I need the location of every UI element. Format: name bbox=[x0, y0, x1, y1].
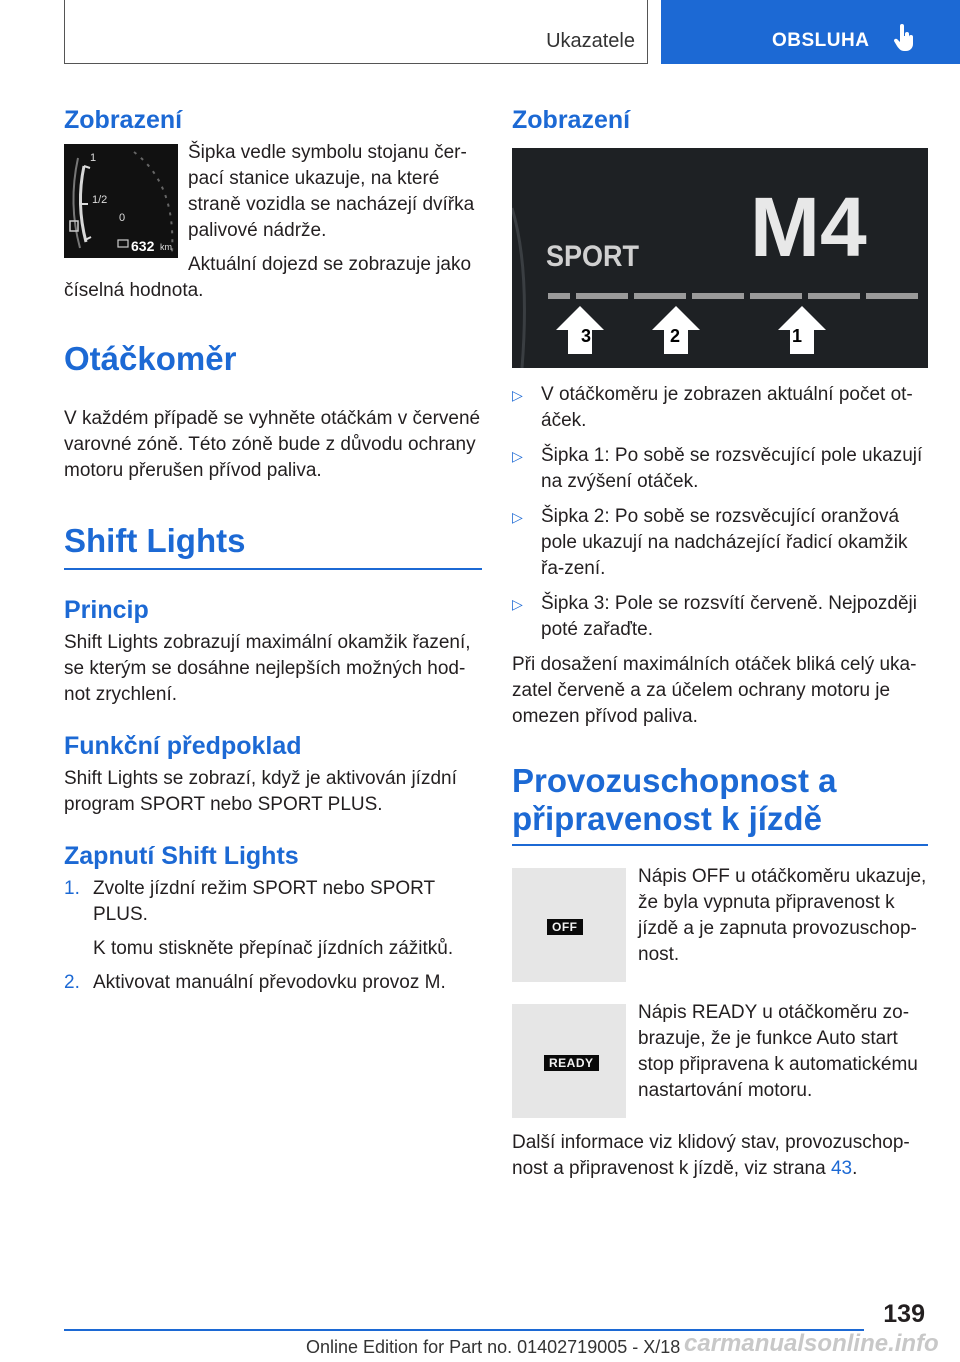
gauge-mark-full: 1 bbox=[90, 152, 97, 164]
otackomer-heading: Otáčkoměr bbox=[64, 340, 237, 377]
zobrazeni-text-1: Šipka vedle symbolu stojanu čer-pací stanice ukazuje, na které straně vozidla se nacházejí dvířka palivové nádrže. bbox=[188, 142, 475, 241]
step-item bbox=[64, 970, 482, 996]
more-info-text bbox=[512, 1130, 928, 1182]
hand-pointer-icon bbox=[893, 24, 915, 52]
list-item bbox=[512, 443, 928, 495]
princip-text: Shift Lights zobrazují maximální okamžik řazení, se kterým se dosáhne nejlepších možných hod-not zrychlení. bbox=[64, 632, 471, 705]
left-column bbox=[64, 104, 482, 996]
step-item bbox=[64, 876, 482, 962]
step-number: 2. bbox=[64, 972, 80, 993]
step-number: 1. bbox=[64, 878, 80, 899]
edition-text: Online Edition for Part no. 01402719005 - X/18 bbox=[306, 1337, 681, 1357]
step-subtext: K tomu stiskněte přepínač jízdních zážitků. bbox=[93, 938, 454, 959]
shift-lights-figure bbox=[512, 148, 928, 368]
list-item bbox=[512, 591, 928, 643]
range-value: 632 bbox=[131, 238, 155, 254]
bullet-text: V otáčkoměru je zobrazen aktuální počet ot-áček. bbox=[541, 384, 913, 431]
mode-label: SPORT bbox=[546, 240, 640, 273]
ready-badge: READY bbox=[544, 1055, 599, 1071]
shift-lights-bullets bbox=[512, 382, 928, 643]
more-info-body: Další informace viz klidový stav, provozuschop-nost a připravenost k jízdě, viz strana bbox=[512, 1132, 910, 1179]
zobrazeni-text-2: Aktuální dojezd se zobrazuje jako číselná hodnota. bbox=[64, 254, 472, 301]
shift-lights-rule bbox=[64, 568, 482, 570]
zobrazeni-heading-right: Zobrazení bbox=[512, 106, 631, 134]
triangle-bullet-icon: ▷ bbox=[512, 448, 523, 464]
more-info-end: . bbox=[852, 1158, 858, 1179]
gauge-mark-empty: 0 bbox=[119, 212, 126, 224]
arrow-label-1: 1 bbox=[792, 326, 803, 346]
section-title: Ukazatele bbox=[546, 30, 635, 52]
off-figure bbox=[512, 868, 626, 982]
step-text: Zvolte jízdní režim SPORT nebo SPORT PLUS. bbox=[93, 878, 435, 925]
page-link[interactable]: 43 bbox=[830, 1158, 853, 1179]
watermark-logo: carmanualsonline.info bbox=[684, 1330, 939, 1357]
princip-heading: Princip bbox=[64, 596, 149, 624]
triangle-bullet-icon: ▷ bbox=[512, 387, 523, 403]
triangle-bullet-icon: ▷ bbox=[512, 509, 523, 525]
right-column bbox=[512, 104, 928, 1182]
arrow-label-3: 3 bbox=[581, 326, 592, 346]
max-rpm-text: Při dosažení maximálních otáček bliká celý uka-zatel červeně a za účelem ochrany motoru je omezen přívod paliva. bbox=[512, 654, 917, 727]
triangle-bullet-icon: ▷ bbox=[512, 596, 523, 612]
provoz-rule bbox=[512, 844, 928, 846]
chapter-tab[interactable] bbox=[661, 0, 960, 64]
off-badge: OFF bbox=[547, 919, 583, 935]
shift-lights-heading: Shift Lights bbox=[64, 522, 246, 559]
list-item bbox=[512, 382, 928, 434]
m4-label: M4 bbox=[750, 180, 867, 274]
provoz-heading-line-2: připravenost k jízdě bbox=[512, 800, 822, 837]
ready-text: Nápis READY u otáčkoměru zo-brazuje, že je funkce Auto start stop připravena k automatickému nastartování motoru. bbox=[638, 1004, 918, 1101]
otackomer-text: V každém případě se vyhněte otáčkám v červené varovné zóně. Této zóně bude z důvodu ochrany motoru přerušen přívod paliva. bbox=[64, 408, 481, 481]
zobrazeni-heading-left: Zobrazení bbox=[64, 106, 183, 134]
bullet-text: Šipka 1: Po sobě se rozsvěcující pole ukazují na zvýšení otáček. bbox=[541, 445, 923, 492]
arrow-label-2: 2 bbox=[670, 326, 681, 346]
funkcni-predpoklad-text: Shift Lights se zobrazí, když je aktivován jízdní program SPORT nebo SPORT PLUS. bbox=[64, 768, 457, 815]
zapnuti-heading: Zapnutí Shift Lights bbox=[64, 842, 299, 870]
bullet-text: Šipka 2: Po sobě se rozsvěcující oranžová pole ukazují na nadcházející řadicí okamžik řa-zení. bbox=[541, 506, 908, 579]
steps-list bbox=[64, 876, 482, 996]
fuel-gauge-figure bbox=[64, 144, 178, 258]
ready-block bbox=[512, 1004, 928, 1118]
funkcni-predpoklad-heading: Funkční předpoklad bbox=[64, 732, 302, 760]
off-block bbox=[512, 868, 928, 982]
bullet-text: Šipka 3: Pole se rozsvítí červeně. Nejpozději poté zařaďte. bbox=[541, 593, 917, 640]
chapter-tab-label: OBSLUHA bbox=[772, 30, 870, 51]
page-number: 139 bbox=[883, 1300, 925, 1328]
gauge-mark-half: 1/2 bbox=[92, 194, 108, 206]
ready-figure bbox=[512, 1004, 626, 1118]
range-unit: km bbox=[160, 242, 172, 252]
step-text: Aktivovat manuální převodovku provoz M. bbox=[93, 972, 446, 993]
list-item bbox=[512, 504, 928, 582]
off-text: Nápis OFF u otáčkoměru ukazuje, že byla vypnuta připravenost k jízdě a je zapnuta provozuschop-nost. bbox=[638, 868, 927, 965]
fuel-gauge-graphic bbox=[64, 144, 178, 258]
provoz-heading-line-1: Provozuschopnost a bbox=[512, 762, 837, 799]
